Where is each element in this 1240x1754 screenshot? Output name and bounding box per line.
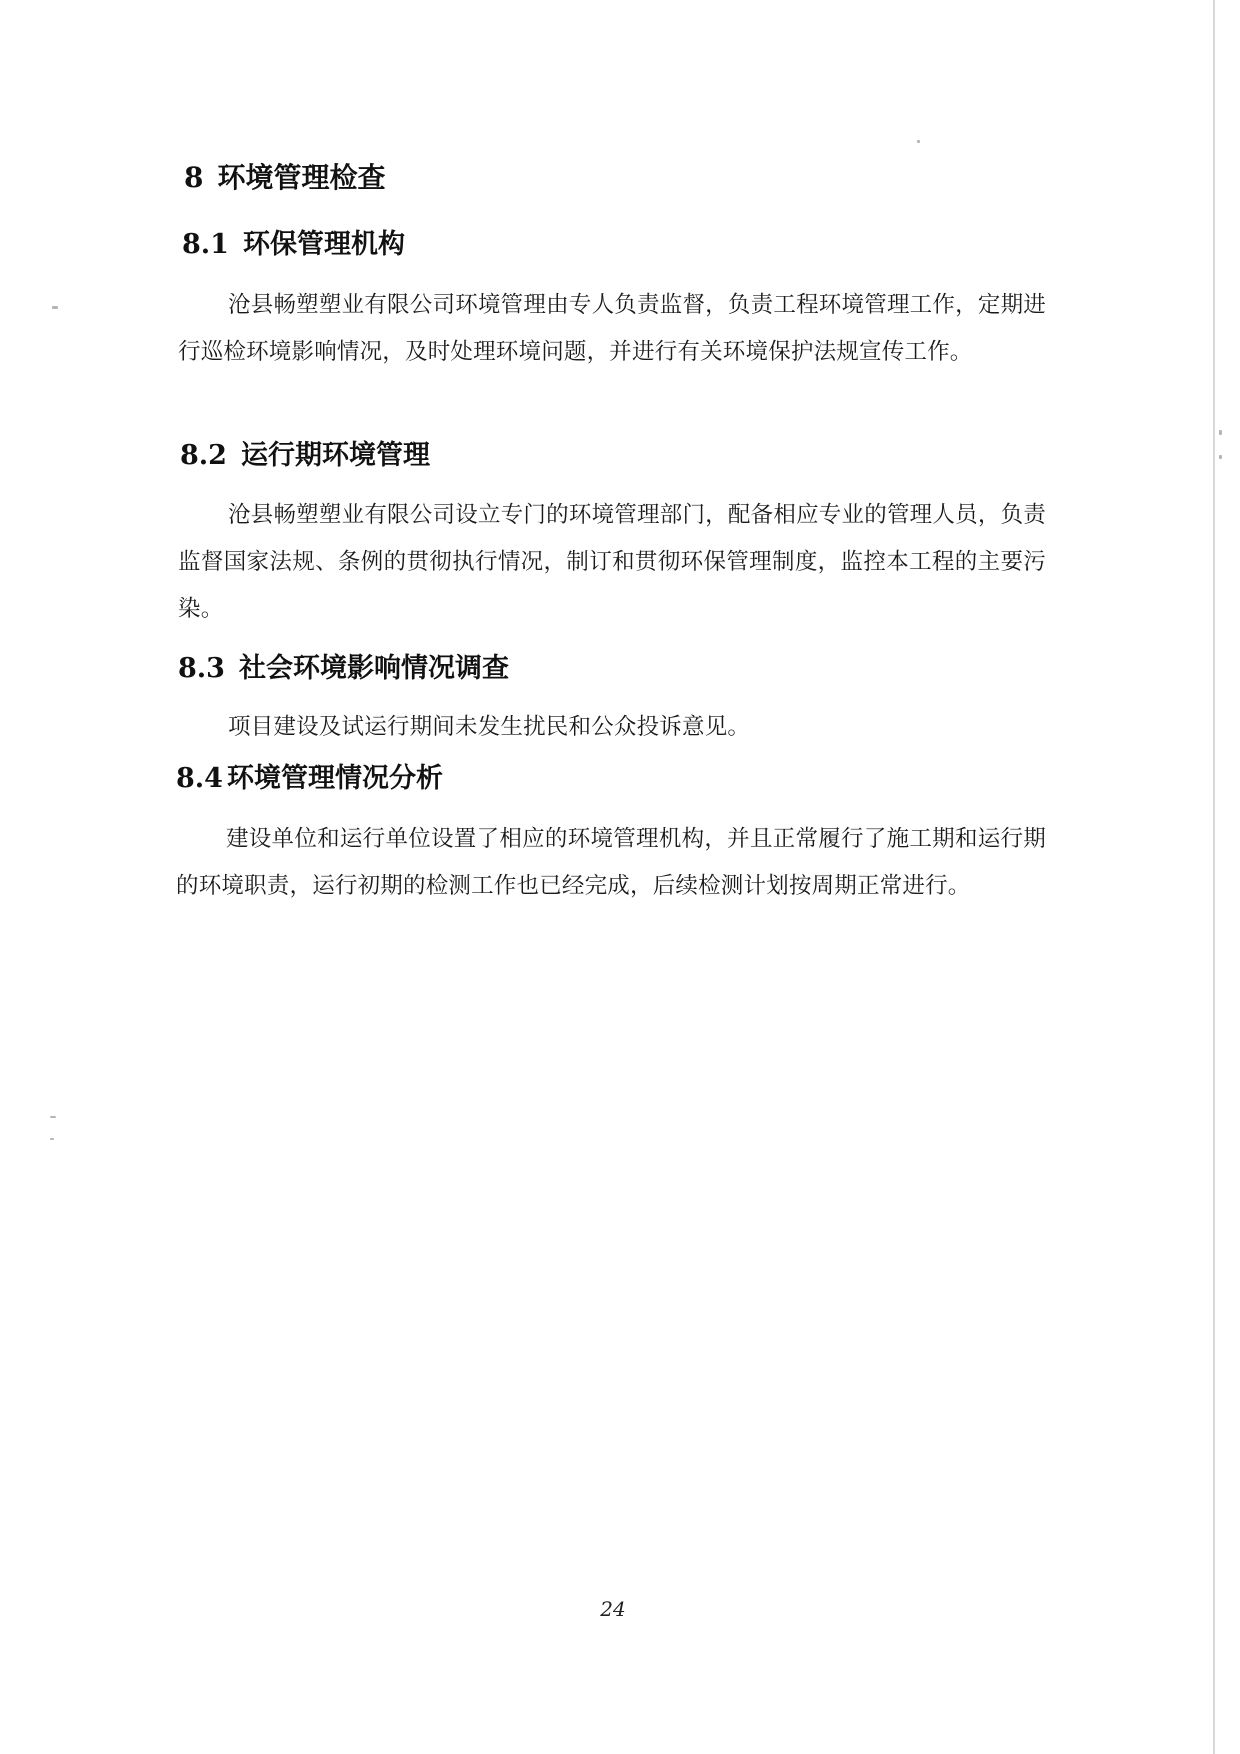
chapter-number: 8 bbox=[184, 161, 204, 194]
section-title: 环境管理情况分析 bbox=[226, 763, 443, 794]
scan-speck bbox=[1219, 430, 1222, 435]
scan-edge-line bbox=[1213, 0, 1215, 1754]
scan-speck bbox=[52, 306, 58, 309]
section-heading-8-1 bbox=[182, 222, 405, 261]
section-heading-8-4 bbox=[176, 756, 443, 795]
section-title: 环保管理机构 bbox=[242, 229, 405, 260]
scan-speck bbox=[917, 140, 920, 143]
section-heading-8-2 bbox=[180, 433, 430, 472]
section-number: 8.2 bbox=[180, 440, 227, 471]
scan-speck bbox=[50, 1116, 56, 1118]
section-number: 8.3 bbox=[178, 653, 225, 684]
page-number: 24 bbox=[600, 1597, 626, 1621]
section-body-8-4: 建设单位和运行单位设置了相应的环境管理机构，并且正常履行了施工期和运行期的环境职责，运行初期的检测工作也已经完成，后续检测计划按周期正常进行。 bbox=[176, 826, 1046, 899]
section-title: 社会环境影响情况调查 bbox=[238, 653, 509, 684]
section-number: 8.4 bbox=[176, 763, 223, 794]
section-number: 8.1 bbox=[182, 229, 229, 260]
section-body-8-3: 项目建设及试运行期间未发生扰民和公众投诉意见。 bbox=[228, 714, 751, 740]
chapter-title: 环境管理检查 bbox=[217, 161, 386, 194]
chapter-heading bbox=[184, 156, 386, 196]
scan-speck bbox=[1219, 455, 1222, 459]
section-heading-8-3 bbox=[178, 646, 509, 685]
section-title: 运行期环境管理 bbox=[240, 440, 430, 471]
scan-speck bbox=[50, 1138, 54, 1140]
section-body-8-2: 沧县畅塑塑业有限公司设立专门的环境管理部门，配备相应专业的管理人员，负责监督国家法规、条例的贯彻执行情况，制订和贯彻环保管理制度，监控本工程的主要污染。 bbox=[178, 502, 1046, 622]
section-body-8-1: 沧县畅塑塑业有限公司环境管理由专人负责监督，负责工程环境管理工作，定期进行巡检环境影响情况，及时处理环境问题，并进行有关环境保护法规宣传工作。 bbox=[178, 292, 1046, 365]
